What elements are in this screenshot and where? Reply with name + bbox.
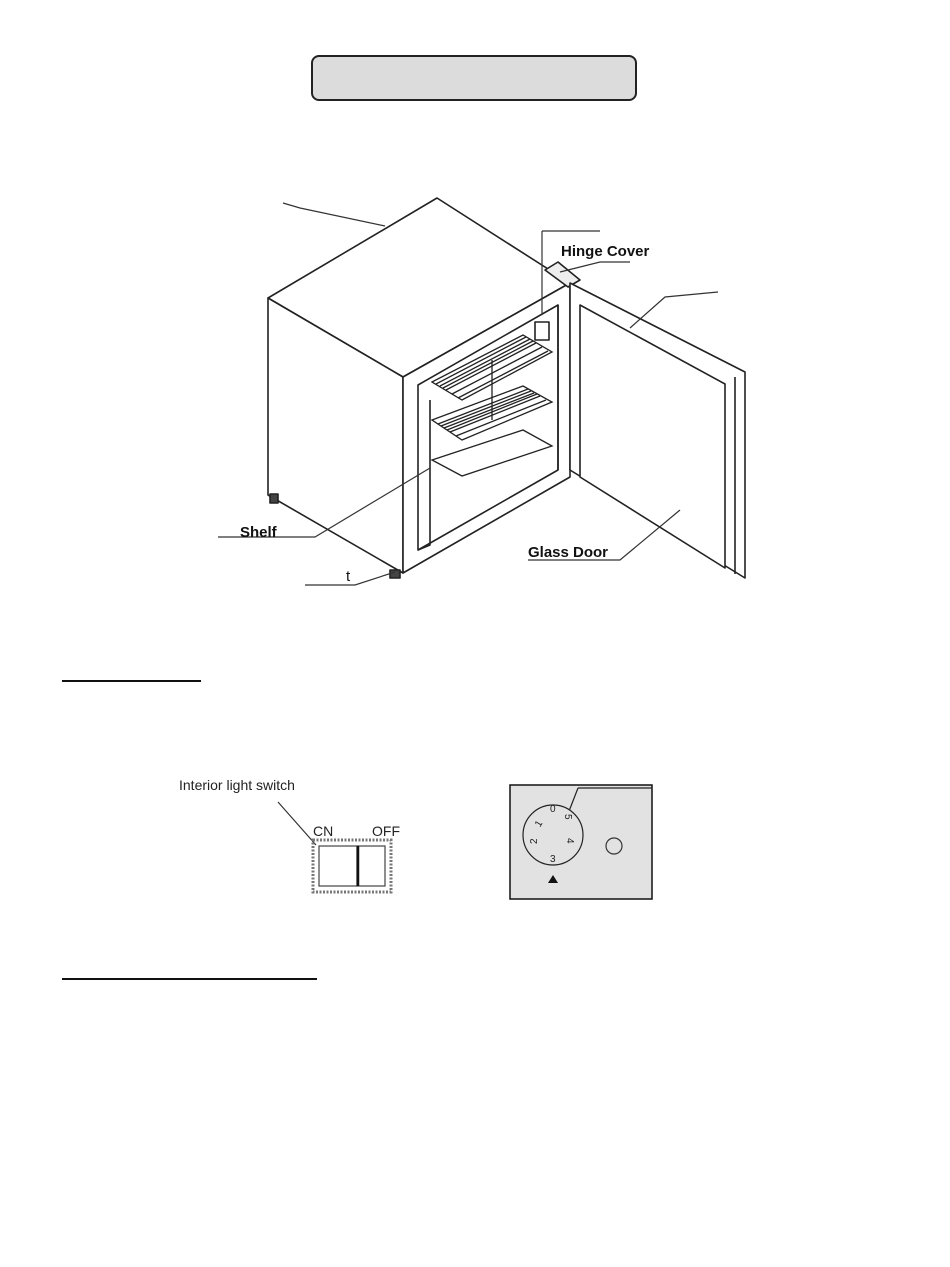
dial-number: 2: [529, 838, 540, 844]
wine-cooler-diagram: [0, 0, 950, 620]
thermostat-dial-figure: [508, 783, 656, 901]
foot-left: [270, 494, 278, 503]
glass-door-label: Glass Door: [528, 544, 609, 561]
glass-door-pane: [580, 305, 725, 568]
leg-label: t: [346, 568, 351, 585]
foot-right: [390, 570, 400, 578]
dial-number: 1: [533, 818, 546, 830]
shelf-label: Shelf: [240, 524, 277, 541]
switch-rocker-off: [357, 846, 385, 886]
light-switch-box: [535, 322, 549, 340]
interior-light-switch-label: Interior light switch: [179, 777, 295, 793]
switch-rocker-on: [319, 846, 357, 886]
dial-number: 5: [562, 814, 573, 820]
dial-number: 3: [550, 854, 556, 865]
indicator-light: [606, 838, 622, 854]
leader-top: [283, 203, 385, 226]
hinge-cover-label: Hinge Cover: [561, 243, 650, 260]
leader-hinge-cover: [560, 262, 630, 272]
dial-number: 4: [564, 838, 575, 844]
dial-number: 0: [550, 804, 556, 815]
section-underline-2: [62, 978, 317, 980]
switch-on-label: CN: [313, 823, 334, 839]
section-underline-1: [62, 680, 201, 682]
switch-off-label: OFF: [372, 823, 400, 839]
interior-light-switch-figure: [170, 770, 420, 900]
